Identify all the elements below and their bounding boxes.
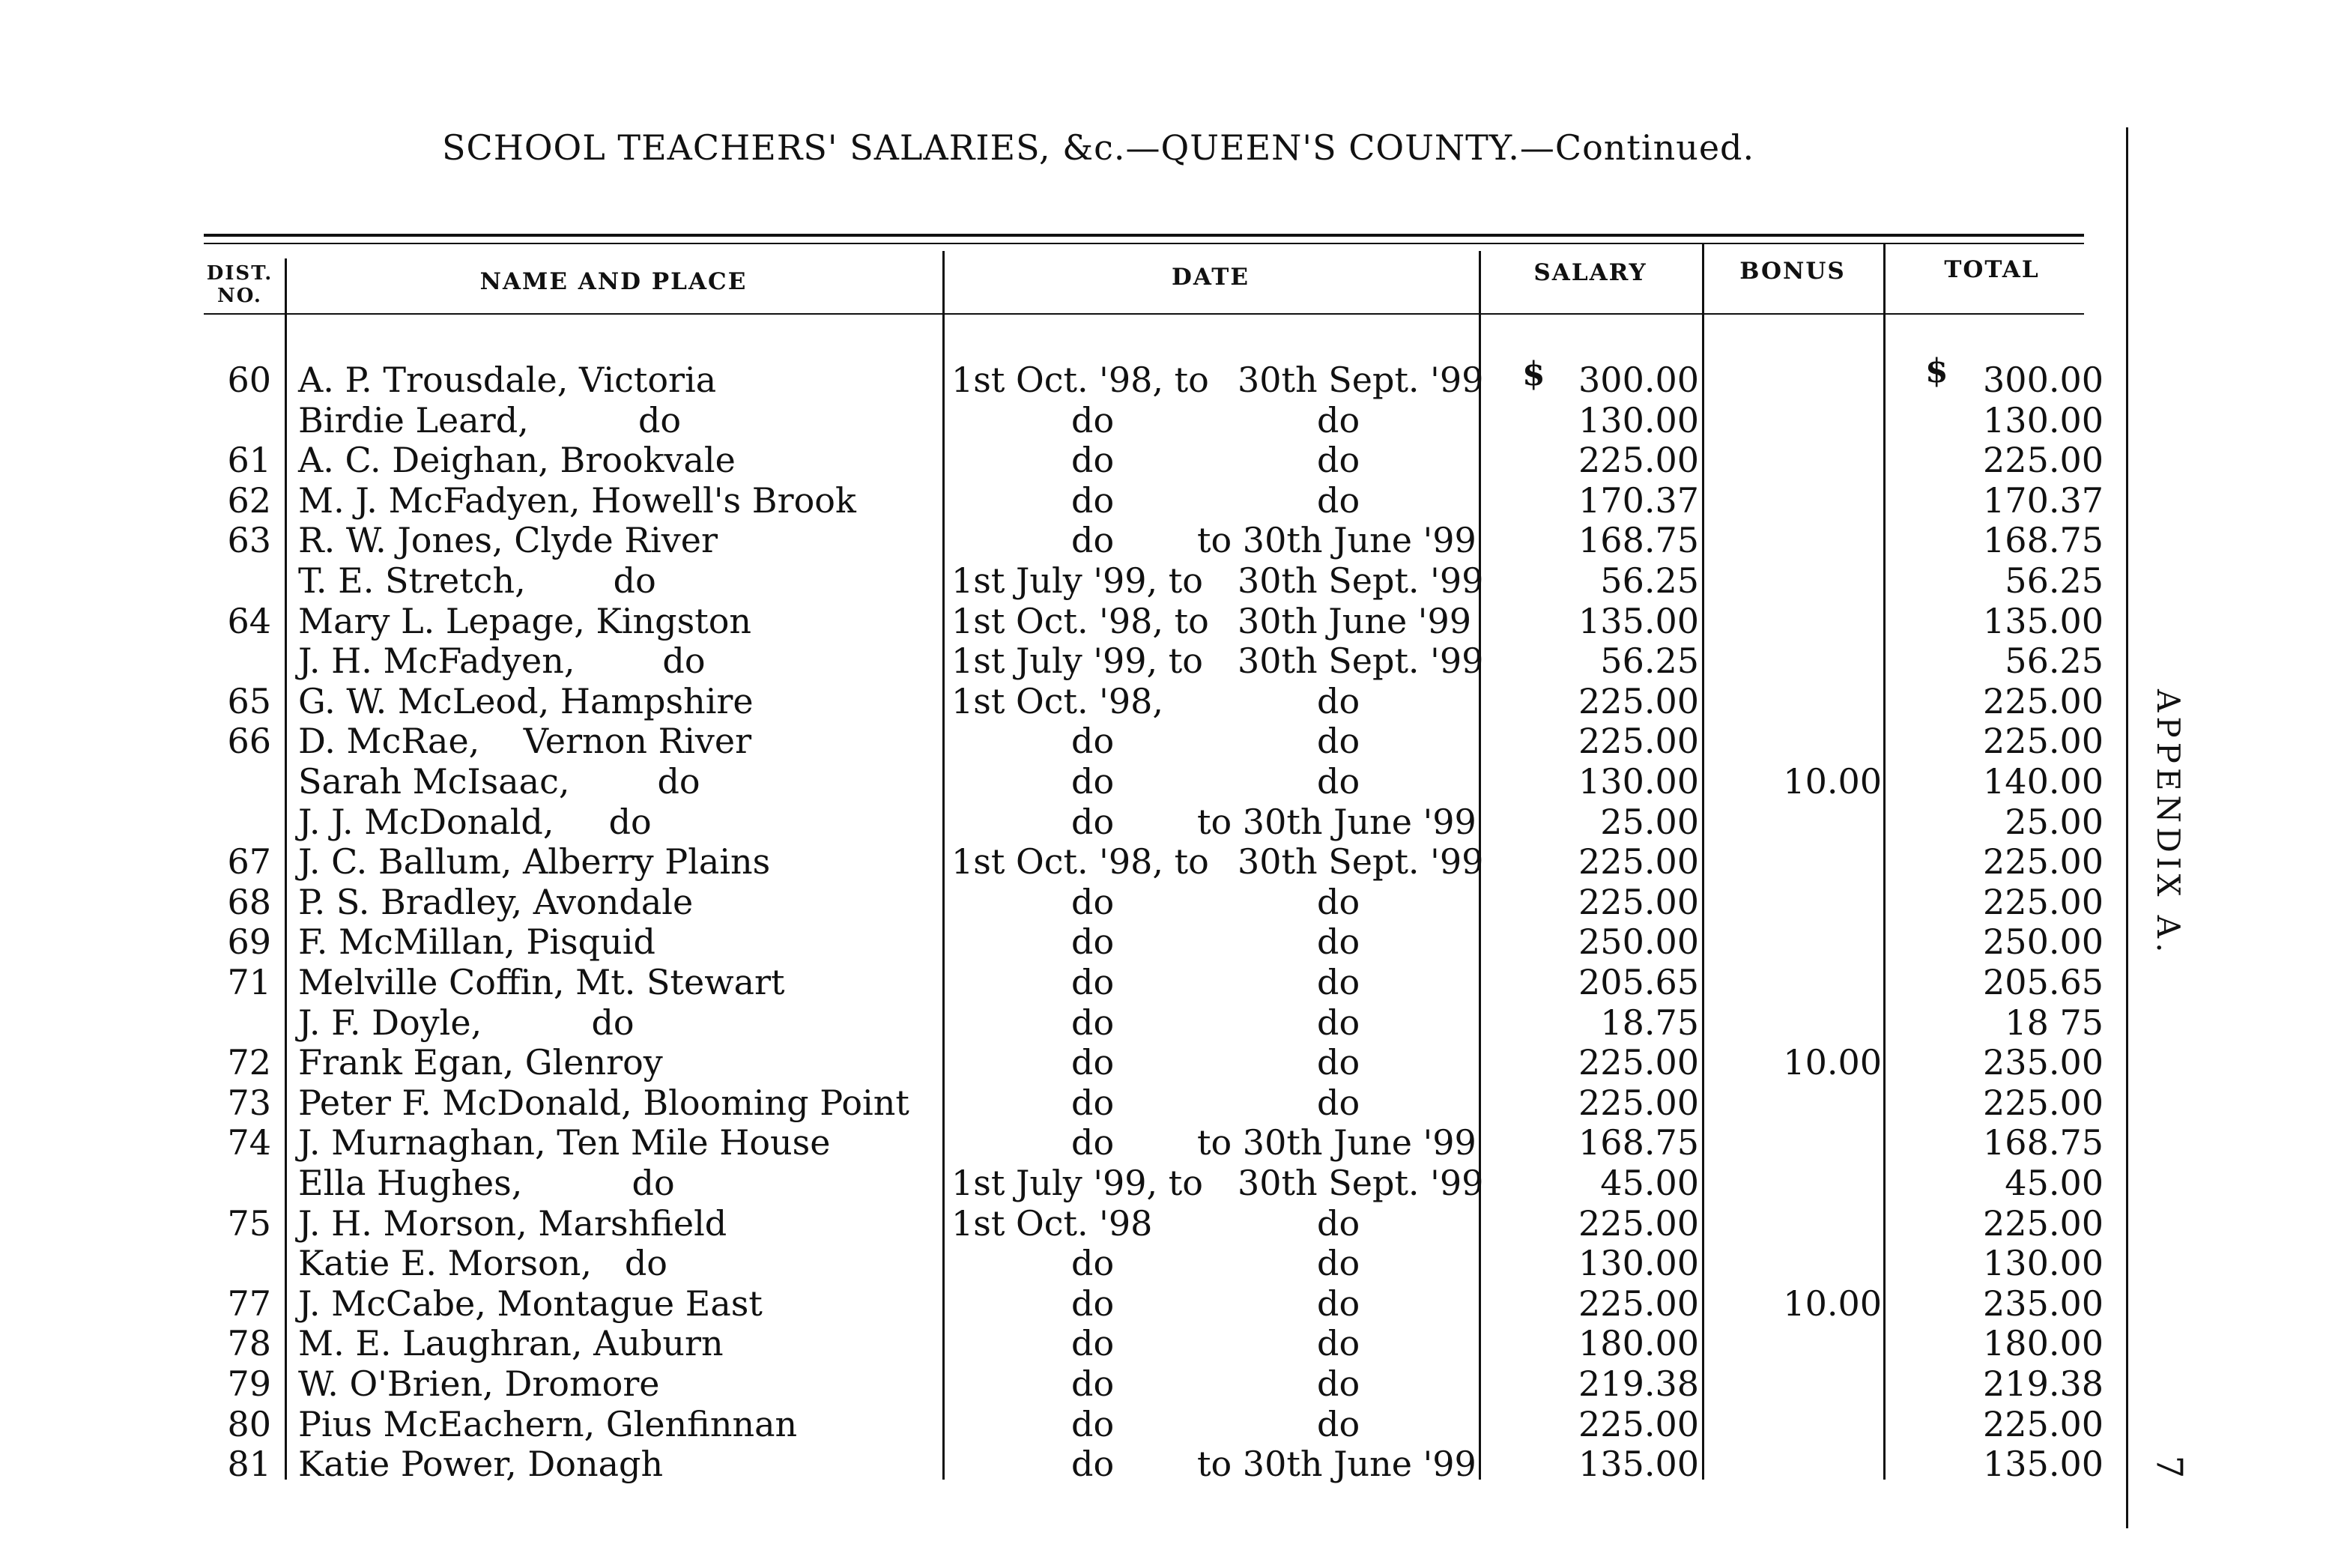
teacher-name-place: J. H. McFadyen, do bbox=[298, 641, 706, 682]
date-to: do bbox=[1317, 680, 1360, 721]
date-to: to 30th June '99 bbox=[1197, 1122, 1477, 1163]
header-total: TOTAL bbox=[1944, 256, 2040, 283]
table-row bbox=[0, 721, 2335, 761]
total-amount: 180.00 bbox=[1983, 1323, 2104, 1364]
total-amount: 25.00 bbox=[2005, 801, 2104, 842]
dist-no: 81 bbox=[227, 1444, 271, 1485]
teacher-name-place: Peter F. McDonald, Blooming Point bbox=[298, 1082, 909, 1123]
bonus-amount: 10.00 bbox=[1783, 1283, 1882, 1324]
salary-amount: 135.00 bbox=[1578, 600, 1699, 641]
table-row bbox=[0, 882, 2335, 922]
total-amount: 135.00 bbox=[1983, 1444, 2104, 1485]
salary-amount: 168.75 bbox=[1578, 520, 1699, 561]
date-to: do bbox=[1317, 1403, 1360, 1444]
top-rule-thin bbox=[204, 243, 2084, 244]
salary-amount: 225.00 bbox=[1578, 440, 1699, 481]
date-from: do bbox=[1071, 1122, 1115, 1163]
total-amount: 225.00 bbox=[1983, 841, 2104, 883]
total-amount: 168.75 bbox=[1983, 1122, 2104, 1163]
date-from: do bbox=[1071, 1082, 1115, 1123]
dist-no: 77 bbox=[227, 1283, 271, 1324]
total-amount: 225.00 bbox=[1983, 680, 2104, 721]
date-to: do bbox=[1317, 399, 1360, 441]
total-amount: 170.37 bbox=[1983, 479, 2104, 521]
date-to: do bbox=[1317, 881, 1360, 922]
table-row bbox=[0, 1404, 2335, 1444]
header-salary: SALARY bbox=[1533, 259, 1647, 286]
total-amount: 219.38 bbox=[1983, 1363, 2104, 1404]
date-to: do bbox=[1317, 1202, 1360, 1244]
total-amount: 168.75 bbox=[1983, 520, 2104, 561]
salary-amount: 130.00 bbox=[1578, 1243, 1699, 1284]
total-amount: 56.25 bbox=[2005, 560, 2104, 601]
salary-amount: 225.00 bbox=[1578, 1082, 1699, 1123]
date-to: do bbox=[1317, 921, 1360, 963]
salary-dollar-sign: $ bbox=[1522, 355, 1545, 393]
salary-amount: 170.37 bbox=[1578, 479, 1699, 521]
date-from: do bbox=[1071, 921, 1115, 963]
date-to: to 30th June '99 bbox=[1197, 520, 1477, 561]
dist-no: 73 bbox=[227, 1082, 271, 1123]
date-from: do bbox=[1071, 399, 1115, 441]
date-to: 30th Sept. '99 bbox=[1238, 841, 1484, 883]
total-amount: 300.00 bbox=[1983, 360, 2104, 400]
dist-no: 69 bbox=[227, 921, 271, 963]
total-amount: 140.00 bbox=[1983, 761, 2104, 802]
dist-no: 67 bbox=[227, 841, 271, 883]
date-from: do bbox=[1071, 1283, 1115, 1324]
teacher-name-place: J. Murnaghan, Ten Mile House bbox=[298, 1122, 831, 1163]
salary-amount: 135.00 bbox=[1578, 1444, 1699, 1485]
dist-no: 68 bbox=[227, 881, 271, 922]
teacher-name-place: M. E. Laughran, Auburn bbox=[298, 1323, 724, 1364]
total-amount: 45.00 bbox=[2005, 1163, 2104, 1203]
table-row bbox=[0, 520, 2335, 560]
total-amount: 225.00 bbox=[1983, 440, 2104, 481]
dist-no: 66 bbox=[227, 721, 271, 762]
total-amount: 18 75 bbox=[2005, 1002, 2104, 1043]
teacher-name-place: A. P. Trousdale, Victoria bbox=[298, 360, 717, 400]
table-row bbox=[0, 1002, 2335, 1043]
salary-amount: 25.00 bbox=[1600, 801, 1699, 842]
table-row bbox=[0, 802, 2335, 842]
date-from: do bbox=[1071, 479, 1115, 521]
teacher-name-place: Sarah McIsaac, do bbox=[298, 761, 700, 802]
salary-amount: 56.25 bbox=[1600, 641, 1699, 682]
date-to: 30th June '99 bbox=[1238, 600, 1471, 641]
date-to: do bbox=[1317, 761, 1360, 802]
header-name: NAME AND PLACE bbox=[479, 268, 748, 295]
date-from: do bbox=[1071, 962, 1115, 1002]
salary-amount: 225.00 bbox=[1578, 841, 1699, 883]
date-to: do bbox=[1317, 1283, 1360, 1324]
dist-no: 75 bbox=[227, 1202, 271, 1244]
date-from: 1st Oct. '98, to bbox=[951, 600, 1209, 641]
date-from: 1st July '99, to bbox=[951, 1163, 1203, 1203]
date-from: 1st July '99, to bbox=[951, 560, 1203, 601]
teacher-name-place: Frank Egan, Glenroy bbox=[298, 1042, 663, 1083]
table-row bbox=[0, 681, 2335, 721]
total-amount: 56.25 bbox=[2005, 641, 2104, 682]
date-from: 1st Oct. '98, to bbox=[951, 841, 1209, 883]
date-from: 1st Oct. '98, to bbox=[951, 360, 1209, 400]
teacher-name-place: J. J. McDonald, do bbox=[298, 801, 652, 842]
page-title: SCHOOL TEACHERS' SALARIES, &c.—QUEEN'S COUNTY.—Continued. bbox=[442, 127, 1755, 168]
date-to: do bbox=[1317, 440, 1360, 481]
salary-amount: 225.00 bbox=[1578, 1202, 1699, 1244]
teacher-name-place: J. C. Ballum, Alberry Plains bbox=[298, 841, 771, 883]
dist-no: 71 bbox=[227, 962, 271, 1002]
teacher-name-place: Katie Power, Donagh bbox=[298, 1444, 664, 1485]
table-row bbox=[0, 1444, 2335, 1484]
salary-amount: 225.00 bbox=[1578, 881, 1699, 922]
teacher-name-place: P. S. Bradley, Avondale bbox=[298, 881, 694, 922]
total-amount: 225.00 bbox=[1983, 1202, 2104, 1244]
dist-no: 62 bbox=[227, 479, 271, 521]
date-to: do bbox=[1317, 1363, 1360, 1404]
dist-no: 79 bbox=[227, 1363, 271, 1404]
table-row bbox=[0, 1323, 2335, 1363]
dist-no: 60 bbox=[227, 360, 271, 400]
date-from: 1st July '99, to bbox=[951, 641, 1203, 682]
table-row bbox=[0, 1243, 2335, 1283]
date-to: do bbox=[1317, 1243, 1360, 1284]
date-to: do bbox=[1317, 1082, 1360, 1123]
table-row bbox=[0, 1083, 2335, 1123]
salary-amount: 225.00 bbox=[1578, 680, 1699, 721]
salary-amount: 168.75 bbox=[1578, 1122, 1699, 1163]
teacher-name-place: T. E. Stretch, do bbox=[298, 560, 656, 601]
header-bonus: BONUS bbox=[1739, 258, 1846, 285]
teacher-name-place: Pius McEachern, Glenfinnan bbox=[298, 1403, 798, 1444]
table-row bbox=[0, 841, 2335, 882]
salary-amount: 205.65 bbox=[1578, 962, 1699, 1002]
dist-no: 78 bbox=[227, 1323, 271, 1364]
salary-amount: 45.00 bbox=[1600, 1163, 1699, 1203]
total-amount: 235.00 bbox=[1983, 1283, 2104, 1324]
teacher-name-place: J. H. Morson, Marshfield bbox=[298, 1202, 727, 1244]
teacher-name-place: D. McRae, Vernon River bbox=[298, 721, 752, 762]
salary-amount: 225.00 bbox=[1578, 1283, 1699, 1324]
dist-no: 72 bbox=[227, 1042, 271, 1083]
date-from: do bbox=[1071, 440, 1115, 481]
teacher-name-place: W. O'Brien, Dromore bbox=[298, 1363, 660, 1404]
date-from: do bbox=[1071, 1444, 1115, 1485]
teacher-name-place: M. J. McFadyen, Howell's Brook bbox=[298, 479, 856, 521]
teacher-name-place: Mary L. Lepage, Kingston bbox=[298, 600, 752, 641]
total-amount: 130.00 bbox=[1983, 1243, 2104, 1284]
table-row bbox=[0, 360, 2335, 400]
date-from: 1st Oct. '98 bbox=[951, 1202, 1153, 1244]
total-amount: 225.00 bbox=[1983, 1082, 2104, 1123]
teacher-name-place: R. W. Jones, Clyde River bbox=[298, 520, 718, 561]
date-from: do bbox=[1071, 1042, 1115, 1083]
teacher-name-place: Katie E. Morson, do bbox=[298, 1243, 667, 1284]
teacher-name-place: J. F. Doyle, do bbox=[298, 1002, 635, 1043]
teacher-name-place: Melville Coffin, Mt. Stewart bbox=[298, 962, 785, 1002]
date-to: to 30th June '99 bbox=[1197, 801, 1477, 842]
date-from: do bbox=[1071, 1243, 1115, 1284]
salary-amount: 225.00 bbox=[1578, 1403, 1699, 1444]
salary-amount: 130.00 bbox=[1578, 399, 1699, 441]
date-from: do bbox=[1071, 1403, 1115, 1444]
date-to: 30th Sept. '99 bbox=[1238, 641, 1484, 682]
date-from: do bbox=[1071, 761, 1115, 802]
table-row bbox=[0, 1363, 2335, 1404]
table-row bbox=[0, 641, 2335, 681]
bonus-amount: 10.00 bbox=[1783, 1042, 1882, 1083]
date-from: do bbox=[1071, 520, 1115, 561]
date-to: 30th Sept. '99 bbox=[1238, 1163, 1484, 1203]
total-amount: 225.00 bbox=[1983, 1403, 2104, 1444]
bonus-amount: 10.00 bbox=[1783, 761, 1882, 802]
dist-no: 80 bbox=[227, 1403, 271, 1444]
total-amount: 205.65 bbox=[1983, 962, 2104, 1002]
table-row bbox=[0, 400, 2335, 441]
table-row bbox=[0, 560, 2335, 601]
dist-no: 61 bbox=[227, 440, 271, 481]
date-from: do bbox=[1071, 1363, 1115, 1404]
table-row bbox=[0, 601, 2335, 641]
salary-amount: 56.25 bbox=[1600, 560, 1699, 601]
salary-amount: 300.00 bbox=[1578, 360, 1699, 400]
appendix-label: APPENDIX A. bbox=[2150, 689, 2187, 957]
date-from: do bbox=[1071, 801, 1115, 842]
date-to: do bbox=[1317, 721, 1360, 762]
date-from: do bbox=[1071, 721, 1115, 762]
total-amount: 225.00 bbox=[1983, 881, 2104, 922]
table-row bbox=[0, 440, 2335, 480]
teacher-name-place: J. McCabe, Montague East bbox=[298, 1283, 763, 1324]
table-row bbox=[0, 921, 2335, 962]
salary-amount: 18.75 bbox=[1600, 1002, 1699, 1043]
table-row bbox=[0, 1163, 2335, 1203]
total-amount: 135.00 bbox=[1983, 600, 2104, 641]
header-date: DATE bbox=[1172, 264, 1250, 291]
dist-no: 63 bbox=[227, 520, 271, 561]
date-from: 1st Oct. '98, bbox=[951, 680, 1163, 721]
salary-amount: 225.00 bbox=[1578, 1042, 1699, 1083]
teacher-name-place: G. W. McLeod, Hampshire bbox=[298, 680, 754, 721]
total-amount: 250.00 bbox=[1983, 921, 2104, 963]
table-row bbox=[0, 1122, 2335, 1163]
date-to: 30th Sept. '99 bbox=[1238, 560, 1484, 601]
table-row bbox=[0, 480, 2335, 521]
dist-no: 65 bbox=[227, 680, 271, 721]
date-from: do bbox=[1071, 881, 1115, 922]
teacher-name-place: F. McMillan, Pisquid bbox=[298, 921, 655, 963]
header-rule bbox=[204, 313, 2084, 315]
header-dist: DIST. NO. bbox=[206, 262, 273, 307]
date-to: do bbox=[1317, 1323, 1360, 1364]
date-to: do bbox=[1317, 1042, 1360, 1083]
salary-amount: 219.38 bbox=[1578, 1363, 1699, 1404]
salary-amount: 250.00 bbox=[1578, 921, 1699, 963]
date-to: do bbox=[1317, 479, 1360, 521]
salary-amount: 130.00 bbox=[1578, 761, 1699, 802]
salary-amount: 225.00 bbox=[1578, 721, 1699, 762]
dist-no: 64 bbox=[227, 600, 271, 641]
dist-no: 74 bbox=[227, 1122, 271, 1163]
teacher-name-place: A. C. Deighan, Brookvale bbox=[298, 440, 736, 481]
date-to: 30th Sept. '99 bbox=[1238, 360, 1484, 400]
date-to: to 30th June '99 bbox=[1197, 1444, 1477, 1485]
salary-amount: 180.00 bbox=[1578, 1323, 1699, 1364]
teacher-name-place: Birdie Leard, do bbox=[298, 399, 682, 441]
total-amount: 225.00 bbox=[1983, 721, 2104, 762]
date-to: do bbox=[1317, 1002, 1360, 1043]
table-row bbox=[0, 1283, 2335, 1324]
date-to: do bbox=[1317, 962, 1360, 1002]
total-amount: 130.00 bbox=[1983, 399, 2104, 441]
table-row bbox=[0, 761, 2335, 802]
total-amount: 235.00 bbox=[1983, 1042, 2104, 1083]
table-row bbox=[0, 1042, 2335, 1083]
table-row bbox=[0, 962, 2335, 1002]
teacher-name-place: Ella Hughes, do bbox=[298, 1163, 675, 1203]
top-rule bbox=[204, 234, 2084, 237]
table-row bbox=[0, 1203, 2335, 1244]
date-from: do bbox=[1071, 1002, 1115, 1043]
page-number: 7 bbox=[2148, 1455, 2190, 1479]
total-dollar-sign: $ bbox=[1925, 352, 1948, 390]
date-from: do bbox=[1071, 1323, 1115, 1364]
